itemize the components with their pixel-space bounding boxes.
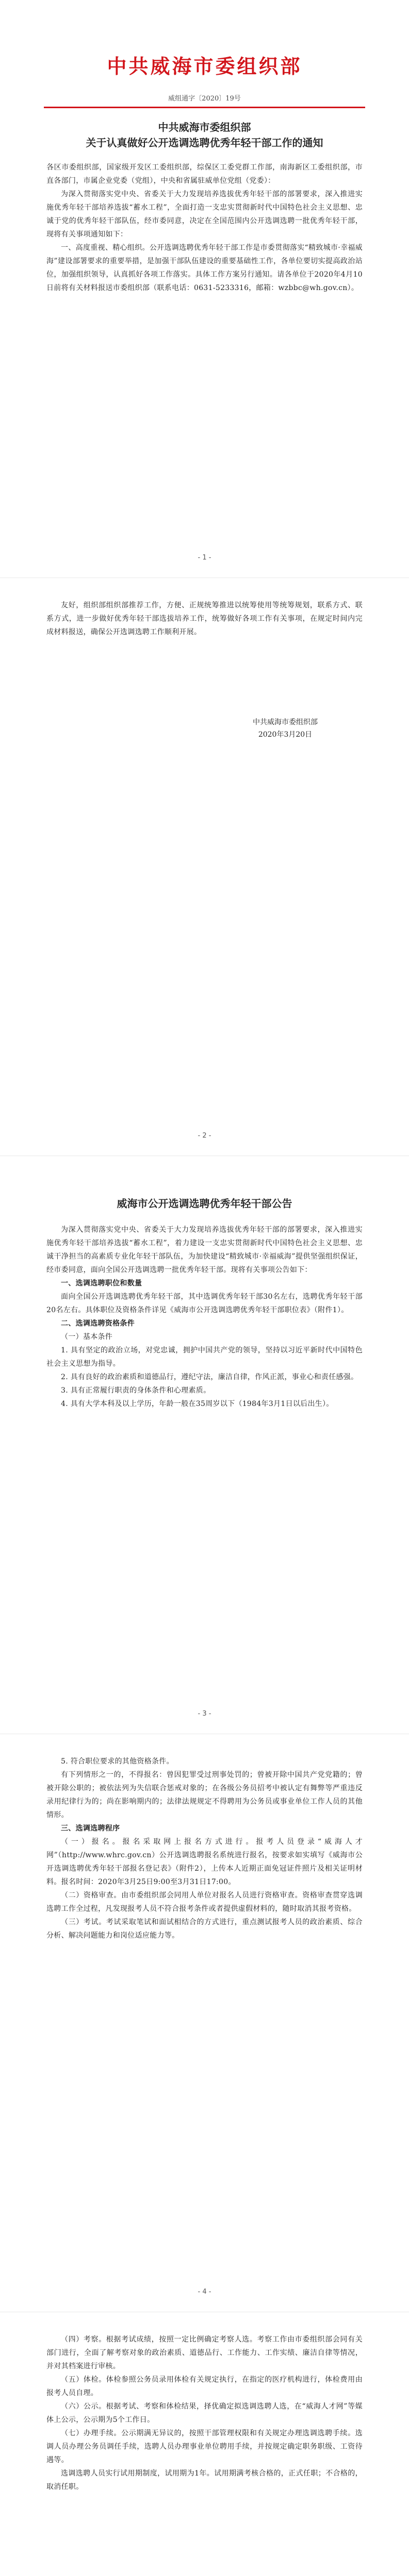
paragraph: 4. 具有大学本科及以上学历，年龄一般在35周岁以下（1984年3月1日以后出生）。 — [61, 1400, 334, 1408]
paragraph: 1. 具有坚定的政治立场，对党忠诚，拥护中国共产党的领导，坚持以习近平新时代中国特色社会主义思想为指导。 — [46, 1346, 363, 1368]
page-4 — [0, 1734, 409, 2312]
paragraph: 3. 具有正常履行职责的身体条件和心理素质。 — [61, 1386, 211, 1395]
page-1 — [0, 0, 409, 578]
salutation: 各区市委组织部，国家级开发区工委组织部，综保区工委党群工作部，南海新区工委组织部，市直各部门，市属企业党委（党组），中央和省属驻威单位党组（党委）： — [46, 163, 363, 185]
red-divider — [44, 107, 365, 108]
paragraph: （四）考察。根据考试成绩，按照一定比例确定考察人选。考察工作由市委组织部会同有关部门进行，全面了解考察对象的政治素质、道德品行、工作能力、工作实绩、廉洁自律等情况，并对其档案进行审核。 — [46, 2335, 363, 2370]
section-heading: 一、选调选聘职位和数量 — [61, 1279, 142, 1287]
paragraph: 5. 符合职位要求的其他资格条件。 — [61, 1757, 174, 1766]
red-header: 中共威海市委组织部 — [107, 55, 302, 78]
signature-block — [228, 716, 342, 741]
paragraph: 有下列情形之一的，不得报名：曾因犯罪受过刑事处罚的；曾被开除中国共产党党籍的；曾被开除公职的；被依法列为失信联合惩戒对象的；在各级公务员招考中被认定有舞弊等严重违反录用纪律行为的；尚在影响期内的；法律法规规定不得聘用为公务员或事业单位工作人员的其他情形。 — [46, 1771, 363, 1819]
page-3 — [0, 1156, 409, 1734]
page-number: - 1 - — [198, 554, 211, 562]
paragraph: 2. 具有良好的政治素质和道德品行，遵纪守法，廉洁自律，作风正派，事业心和责任感强。 — [61, 1373, 358, 1381]
notice-title — [31, 120, 378, 150]
page3-body — [46, 1223, 363, 1411]
page5-body — [46, 2333, 363, 2494]
signature-org: 中共威海市委组织部 — [253, 718, 318, 726]
page2-body — [46, 599, 363, 639]
paragraph: （五）体检。体检参照公务员录用体检有关规定执行，在指定的医疗机构进行，体检费用由报考人员自理。 — [46, 2376, 363, 2397]
signature-date: 2020年3月20日 — [258, 731, 313, 739]
paragraph: 一、高度重视、精心组织。公开选调选聘优秀年轻干部工作是市委贯彻落实“精致城市·幸福威海”建设部署要求的重要举措，是加强干部队伍建设的重要基础性工作，各单位要切实提高政治站位，加强组织领导，认真抓好各项工作落实。具体工作方案另行通知。请各单位于2020年4月10日前将有关材料报送市委组织部（联系电话：0631-5233316，邮箱：wzbbc@wh.gov.cn）。 — [46, 244, 363, 292]
sub-heading: （一）基本条件 — [61, 1333, 113, 1341]
page-number: - 3 - — [198, 1710, 211, 1718]
paragraph: 面向全国公开选调选聘优秀年轻干部，其中选调优秀年轻干部30名左右，选聘优秀年轻干部20名左右。具体职位及资格条件详见《威海市公开选调选聘优秀年轻干部职位表》（附件1）。 — [46, 1293, 363, 1314]
paragraph: （二）资格审查。由市委组织部会同用人单位对报名人员进行资格审查。资格审查贯穿选调选聘工作全过程，凡发现报考人员不符合报考条件或者提供虚假材料的，随时取消其报考资格。 — [46, 1891, 363, 1913]
paragraph: 为深入贯彻落实党中央、省委关于大力发现培养选拔优秀年轻干部的部署要求，深入推进实施优秀年轻干部培养选拔“蓄水工程”，着力建设一支忠实贯彻新时代中国特色社会主义思想、忠诚干净担当的高素质专业化年轻干部队伍，为加快建设“精致城市·幸福威海”提供坚强组织保证，经市委同意，面向全国公开选调选聘一批优秀年轻干部。现将有关事项公告如下： — [46, 1226, 363, 1274]
paragraph: （一）报名。报名采取网上报名方式进行。报考人员登录“威海人才网”（http://www.whrc.gov.cn）公开选调选聘报名系统进行报名，按要求如实填写《威海市公开选调选聘优秀年轻干部报名登记表》（附件2），上传本人近期正面免冠证件照片及相关证明材料。报名时间：2020年3月25日9:00至3月31日17:00。 — [46, 1838, 363, 1886]
paragraph: （七）办理手续。公示期满无异议的，按照干部管理权限和有关规定办理选调选聘手续。选调人员办理公务员调任手续，选聘人员办理事业单位聘用手续，并按规定确定职务职级、工资待遇等。 — [46, 2429, 363, 2464]
page4-body — [46, 1755, 363, 1942]
section-heading: 二、选调选聘资格条件 — [61, 1319, 135, 1328]
page-number: - 2 - — [198, 1132, 211, 1140]
page-2 — [0, 578, 409, 1156]
notice-title-line2: 关于认真做好公开选调选聘优秀年轻干部工作的通知 — [86, 137, 323, 149]
paragraph: 友好，组织部组织部推荐工作，方便、正规统筹推进以统筹使用等统筹规划，联系方式、联系方式，进一步做好优秀年轻干部选拔培养工作，统筹做好各项工作有关事项，在规定时间内完成材料报送，确保公开选调选聘工作顺利开展。 — [46, 601, 363, 636]
announcement-title: 威海市公开选调选聘优秀年轻干部公告 — [117, 1197, 292, 1210]
document-number: 威组通字〔2020〕19号 — [168, 95, 241, 103]
page-number: - 4 - — [198, 2288, 211, 2296]
notice-title-line1: 中共威海市委组织部 — [158, 121, 251, 133]
paragraph: （六）公示。根据考试、考察和体检结果，择优确定拟选调选聘人选，在“威海人才网”等媒体上公示，公示期为5个工作日。 — [46, 2402, 363, 2424]
page1-body — [46, 161, 363, 295]
paragraph: 选调选聘人员实行试用期制度，试用期为1年。试用期满考核合格的，正式任职；不合格的，取消任职。 — [46, 2469, 363, 2491]
page-5 — [0, 2312, 409, 2576]
section-heading: 三、选调选聘程序 — [61, 1824, 120, 1833]
paragraph: 为深入贯彻落实党中央、省委关于大力发现培养选拔优秀年轻干部的部署要求，深入推进实施优秀年轻干部培养选拔“蓄水工程”，全面打造一支忠实贯彻新时代中国特色社会主义思想、忠诚于党的优秀年轻干部队伍，经市委同意，决定在全国范围内公开选调选聘一批优秀年轻干部，现将有关事项通知如下： — [46, 190, 363, 239]
paragraph: （三）考试。考试采取笔试和面试相结合的方式进行，重点测试报考人员的政治素质、综合分析、解决问题能力和岗位适应能力等。 — [46, 1918, 363, 1940]
